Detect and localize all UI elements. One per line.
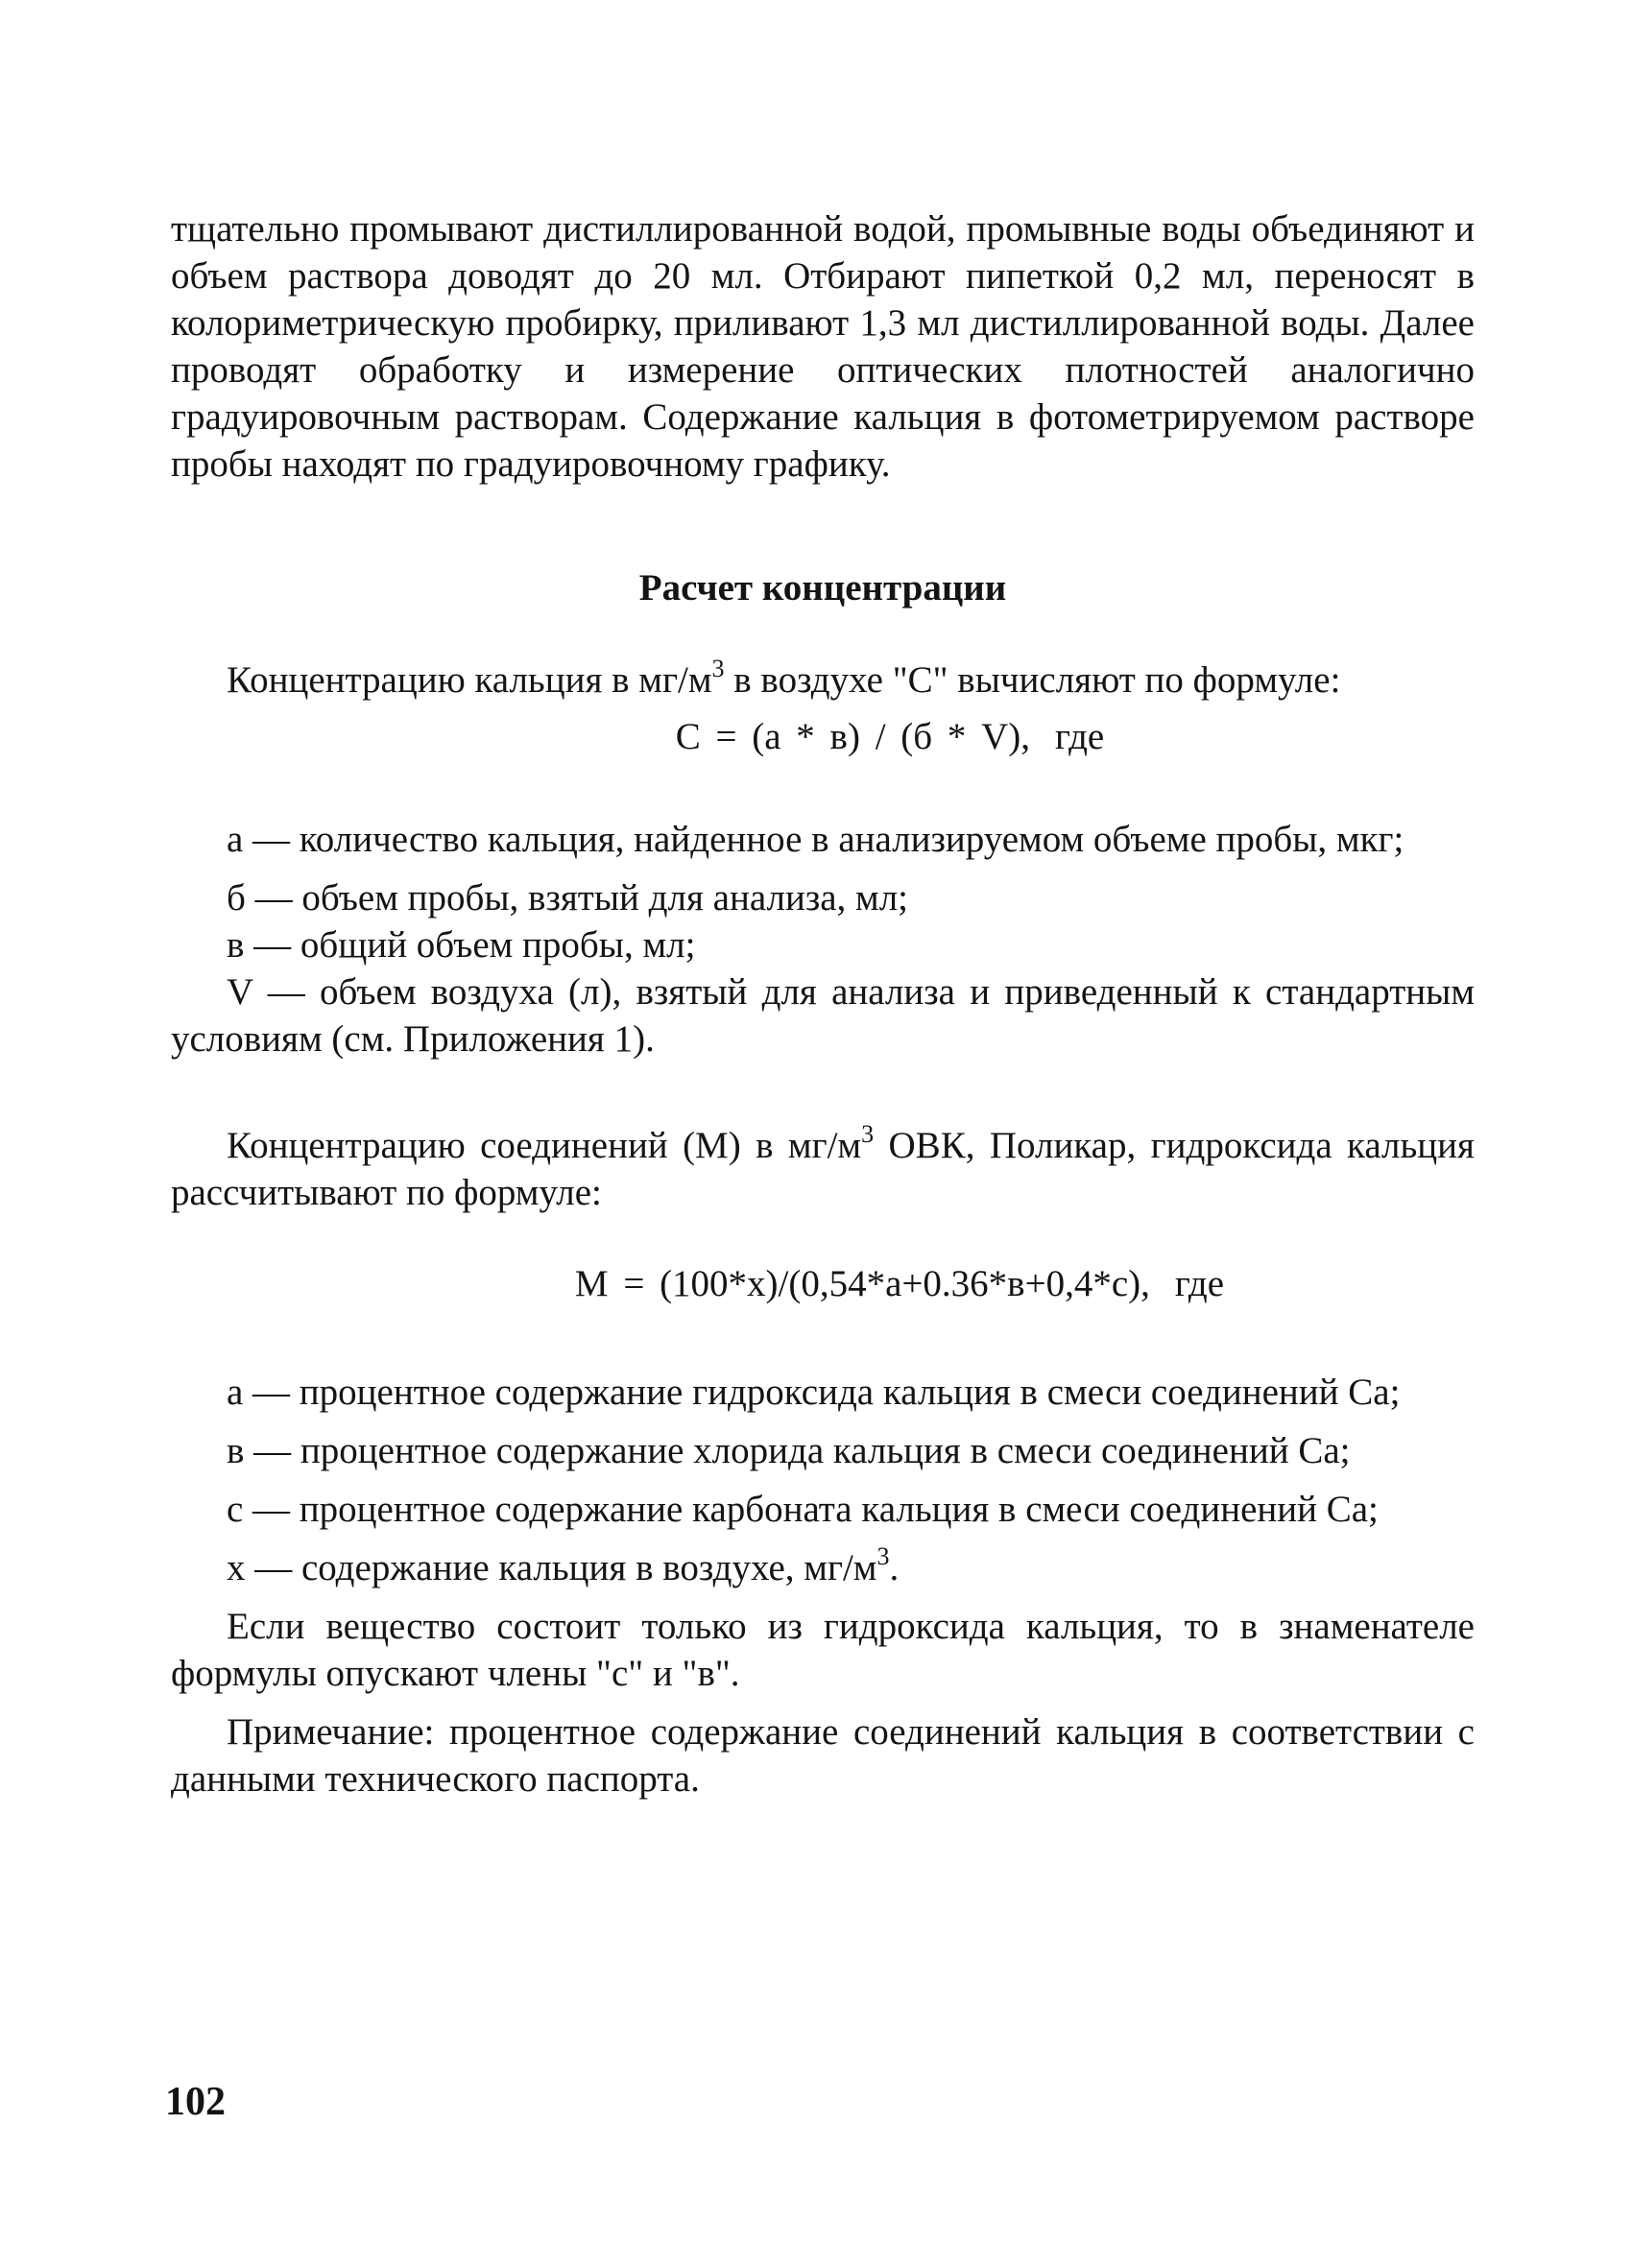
- calc-intro-paragraph: [171, 657, 1475, 704]
- intro-paragraph: тщательно промывают дистиллированной водой, промывные воды объединяют и объем раствора доводят до 20 мл. Отбирают пипеткой 0,2 мл, переносят в колориметрическую пробирку, приливают 1,3 мл дистиллированной воды. Далее проводят обработку и измерение оптических плотностей аналогично градуировочным растворам. Содержание кальция в фотометрируемом растворе пробы находят по градуировочному графику.: [171, 208, 1475, 485]
- formula-concentration-expr: С = (а * в) / (б * V),: [675, 716, 1031, 757]
- note-hydroxide-only: Если вещество состоит только из гидроксида кальция, то в знаменателе формулы опускают члены "с" и "в".: [171, 1606, 1475, 1694]
- definition-a: а — количество кальция, найденное в анализируемом объеме пробы, мкг;: [227, 819, 1404, 860]
- formula-compounds-expr: М = (100*х)/(0,54*а+0.36*в+0,4*с),: [574, 1263, 1150, 1304]
- cubic-superscript: 3: [711, 655, 725, 682]
- section-title: Расчет концентрации: [638, 567, 1007, 609]
- cubic-superscript: 3: [861, 1120, 875, 1148]
- definition-x-tail: .: [889, 1547, 900, 1588]
- calc-intro-text: Концентрацию кальция в мг/м: [227, 659, 712, 701]
- definition-x: [171, 1544, 1475, 1591]
- variable-definitions: [171, 816, 1475, 1062]
- formula-concentration: [171, 713, 1475, 760]
- cubic-superscript: 3: [876, 1542, 890, 1570]
- definition-volume: V — объем воздуха (л), взятый для анализа и приведенный к стандартным условиям (см. Приложения 1).: [171, 971, 1475, 1060]
- compound-definitions: [171, 1369, 1475, 1802]
- compounds-intro-paragraph: [171, 1122, 1475, 1216]
- definition-v: в — общий объем пробы, мл;: [227, 924, 696, 966]
- definition-chloride: в — процентное содержание хлорида кальция в смеси соединений Са;: [227, 1430, 1351, 1471]
- definition-b: б — объем пробы, взятый для анализа, мл;: [227, 877, 909, 919]
- page-content: [171, 205, 1475, 1802]
- formula-compounds: [171, 1260, 1475, 1307]
- definition-carbonate: с — процентное содержание карбоната кальция в смеси соединений Са;: [227, 1489, 1379, 1530]
- note-remark: Примечание: процентное содержание соединений кальция в соответствии с данными технического паспорта.: [171, 1711, 1475, 1800]
- formula-where: где: [1055, 716, 1105, 757]
- formula-where: где: [1174, 1263, 1225, 1304]
- page-number: 102: [165, 2080, 226, 2124]
- definition-x-text: х — содержание кальция в воздухе, мг/м: [227, 1547, 877, 1588]
- definition-hydroxide: а — процентное содержание гидроксида кальция в смеси соединений Са;: [227, 1372, 1401, 1413]
- calc-intro-text-end: в воздухе "С" вычисляют по формуле:: [724, 659, 1341, 701]
- compounds-intro-text-end: ОВК, Поликар, гидроксида кальция рассчитывают по формуле:: [171, 1125, 1475, 1213]
- compounds-intro-text: Концентрацию соединений (М) в мг/м: [227, 1125, 862, 1166]
